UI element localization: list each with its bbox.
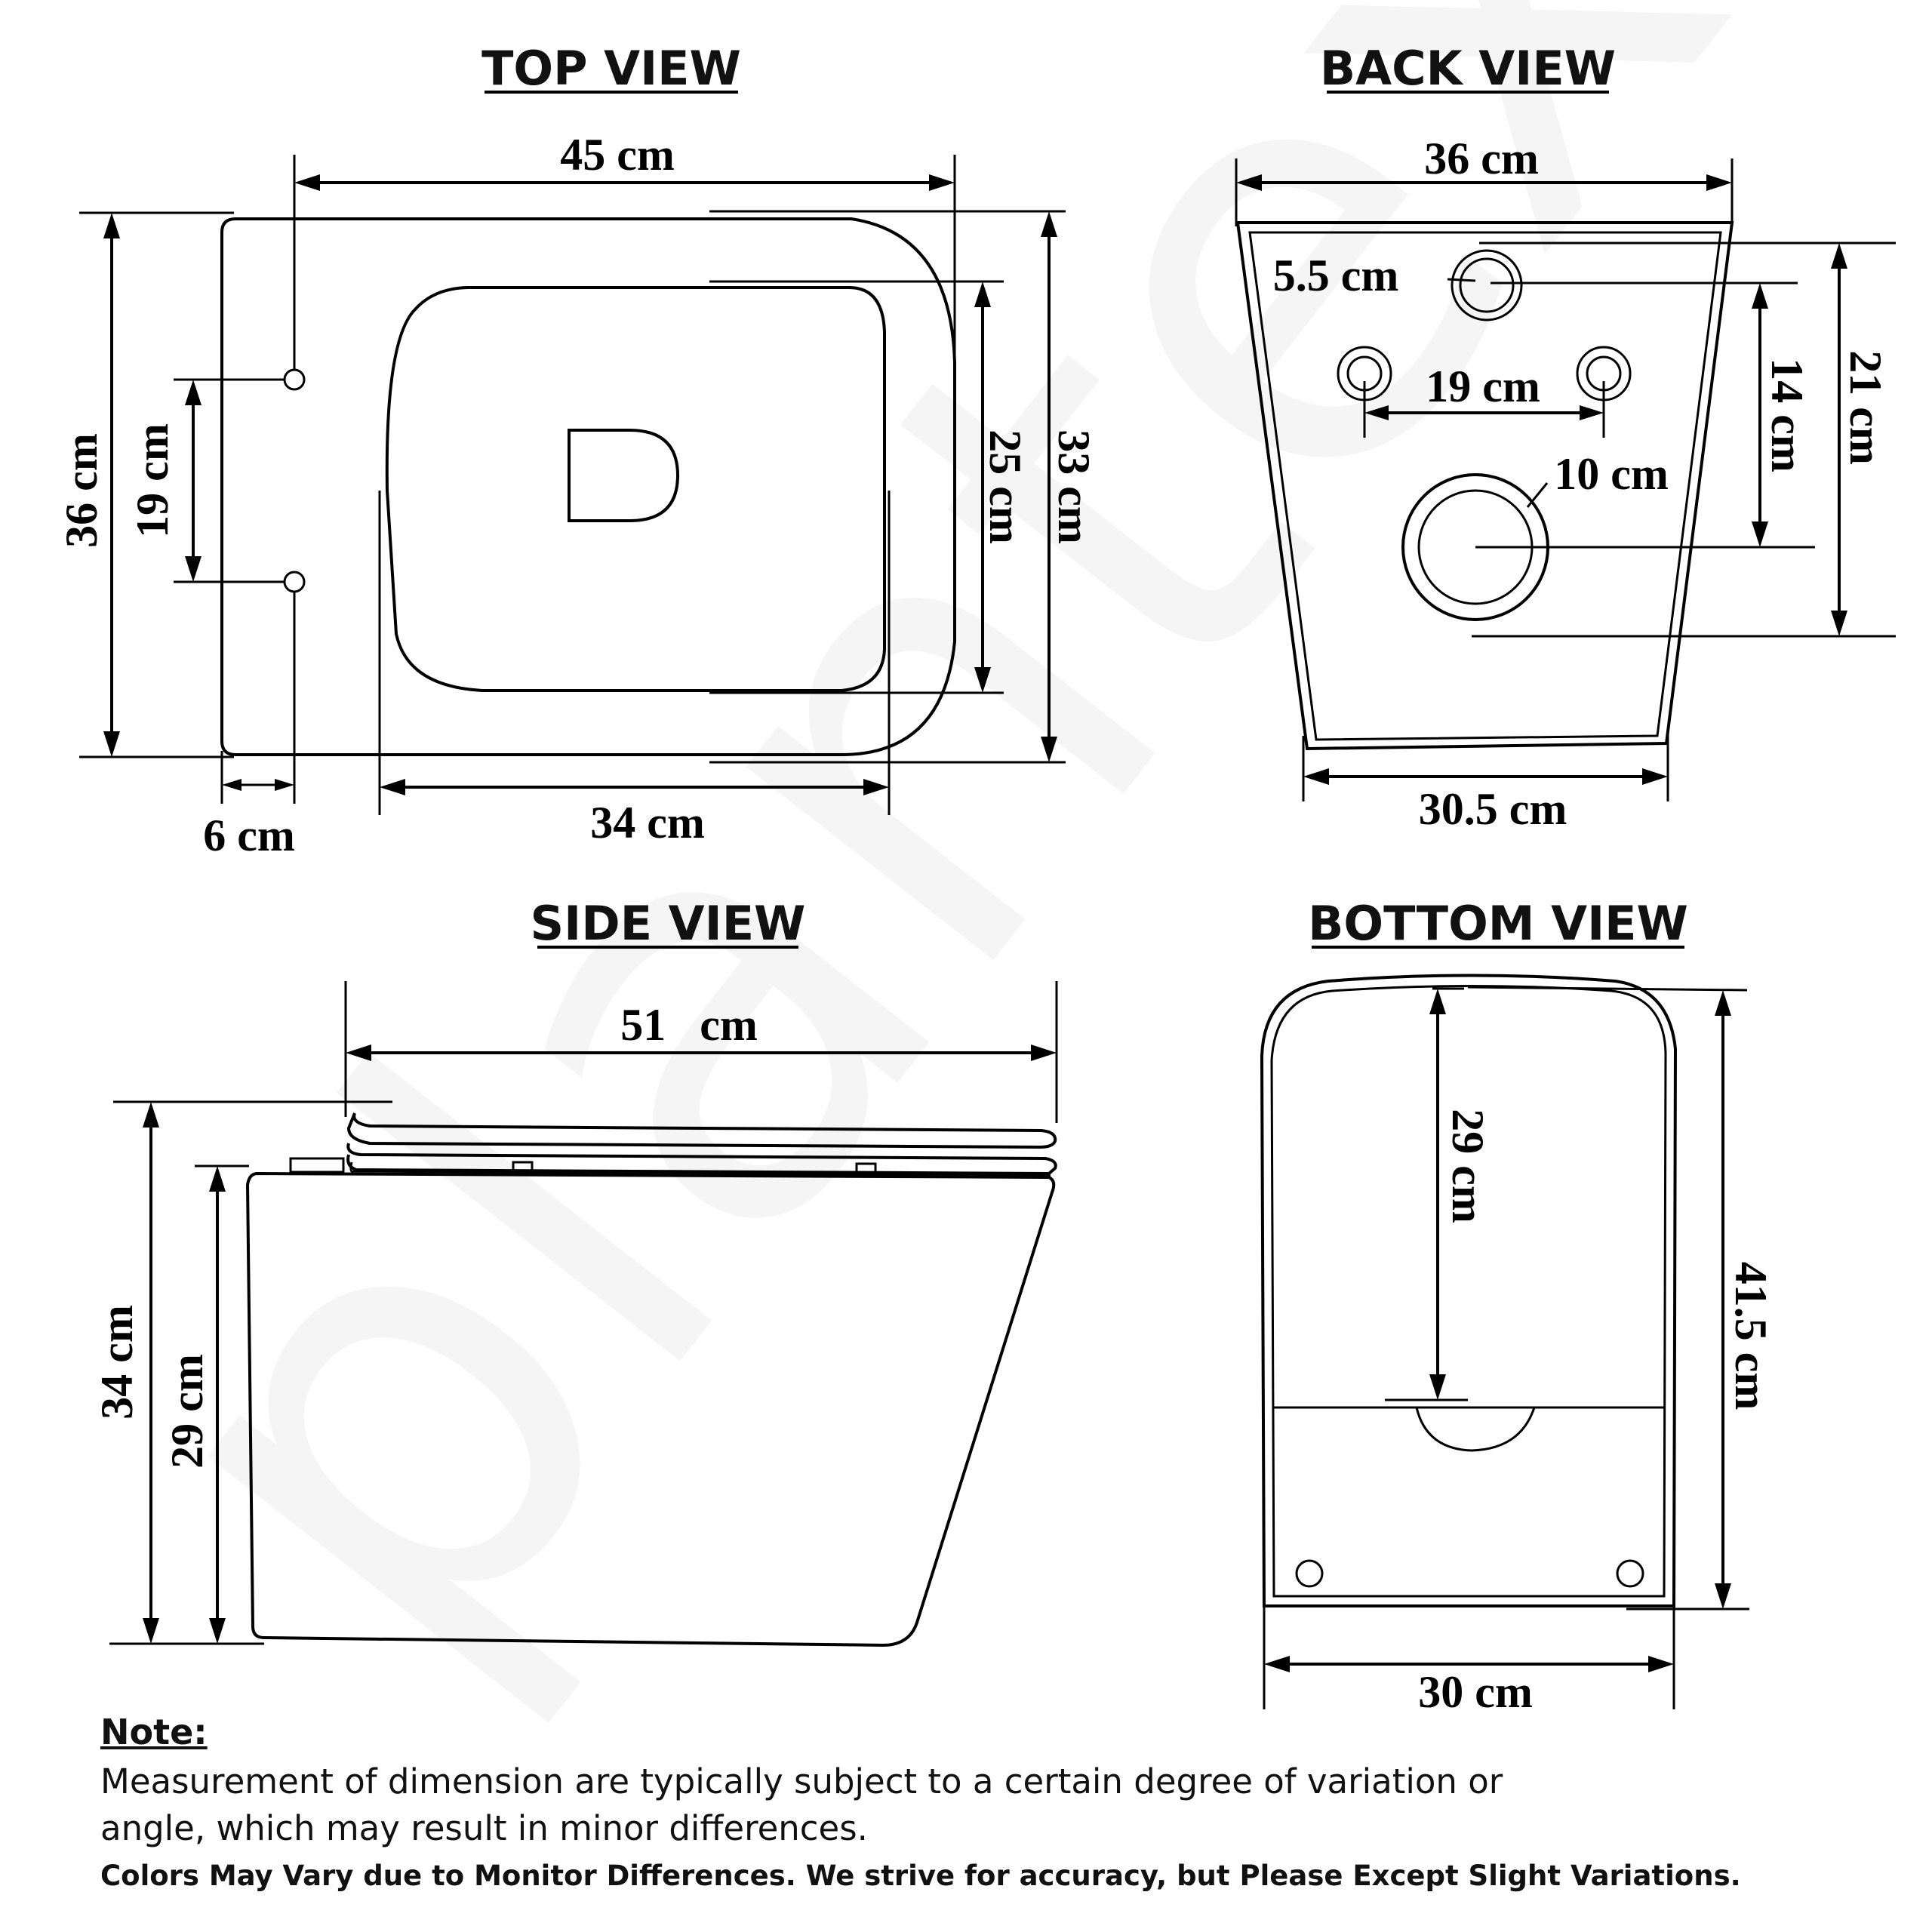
bottom-view-outline <box>1262 976 1675 1607</box>
back-bottom-width-label: 30.5 cm <box>1418 784 1567 834</box>
top-hole-spacing-label: 19 cm <box>128 423 177 538</box>
top-seat-width-label: 25 cm <box>980 429 1030 544</box>
back-view-title: BACK VIEW <box>1319 41 1617 96</box>
top-view-logo <box>569 430 678 521</box>
back-inlet-outlet-label: 14 cm <box>1762 358 1812 472</box>
back-height-label: 21 cm <box>1841 350 1890 465</box>
top-seat-length-label: 34 cm <box>590 798 705 848</box>
top-bowl-width-label: 33 cm <box>1049 429 1099 544</box>
back-inlet-diameter-label: 5.5 cm <box>1272 251 1399 300</box>
back-bolt-spacing-label: 19 cm <box>1426 361 1540 411</box>
bottom-view <box>1262 896 1776 1717</box>
bottom-depth-label: 29 cm <box>1443 1109 1493 1223</box>
note-body: Measurement of dimension are typically subject to a certain degree of variation or angle, which may result in minor differences. <box>100 1761 1503 1848</box>
side-view-title: SIDE VIEW <box>530 896 806 951</box>
top-overall-length-label: 45 cm <box>560 130 675 180</box>
back-top-width-label: 36 cm <box>1424 134 1539 183</box>
bottom-view-mounting-hole <box>1297 1561 1322 1586</box>
top-view-fixing-hole <box>285 370 304 389</box>
top-view-title: TOP VIEW <box>481 41 741 96</box>
side-length-label: 51 cm <box>620 1000 758 1050</box>
bottom-width-label: 30 cm <box>1418 1667 1533 1717</box>
top-hole-offset-label: 6 cm <box>203 811 295 860</box>
top-overall-width-label: 36 cm <box>57 433 106 548</box>
bottom-view-mounting-hole <box>1617 1561 1643 1586</box>
bottom-length-label: 41.5 cm <box>1726 1261 1776 1411</box>
side-body-height-label: 29 cm <box>162 1354 212 1469</box>
side-total-height-label: 34 cm <box>92 1305 142 1420</box>
watermark <box>4 0 1850 1774</box>
bottom-view-outlet-cutout <box>1417 1407 1534 1451</box>
top-view-fixing-hole <box>285 572 304 592</box>
note-heading: Note: <box>100 1712 208 1752</box>
note-disclaimer: Colors May Vary due to Monitor Differences. We strive for accuracy, but Please Except Slight Variations. <box>100 1860 1741 1892</box>
back-outlet-diameter-label: 10 cm <box>1554 449 1669 499</box>
bottom-view-title: BOTTOM VIEW <box>1308 896 1688 951</box>
